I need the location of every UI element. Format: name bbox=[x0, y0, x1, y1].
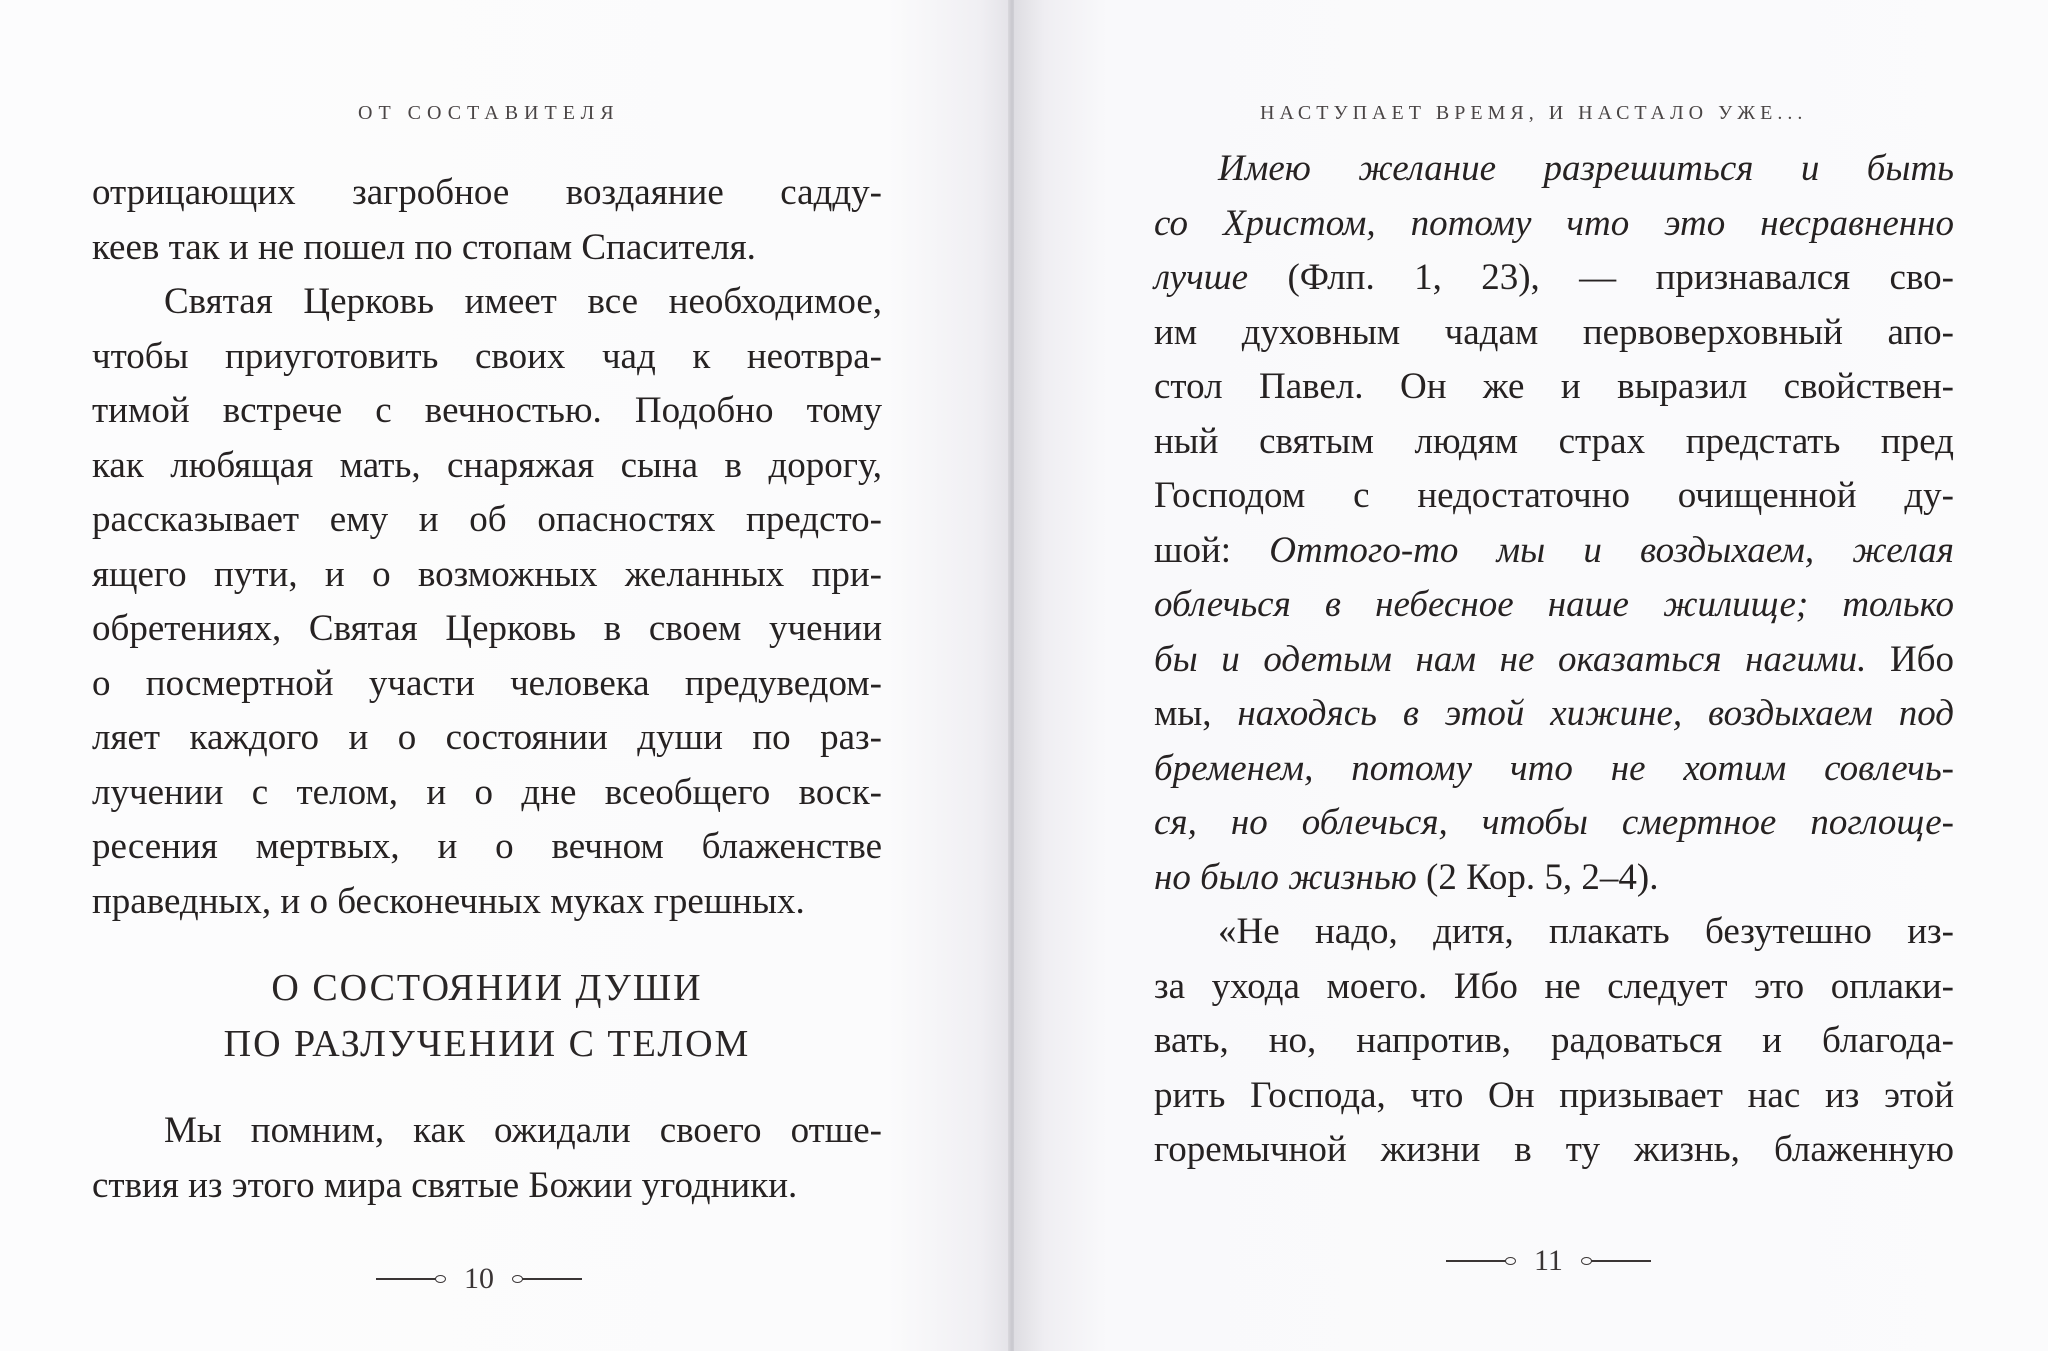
text-line: Мы помним, как ожидали своего отше- bbox=[164, 1110, 882, 1151]
text-line: ресения мертвых, и о вечном блаженстве bbox=[92, 826, 882, 867]
plain-run: шой: bbox=[1154, 529, 1270, 571]
text-line: Имею желание разрешиться и быть bbox=[1218, 148, 1954, 189]
text-line: «Не надо, дитя, плакать безутешно из- bbox=[1218, 911, 1954, 952]
text-line bbox=[1154, 524, 1954, 579]
section-heading bbox=[92, 960, 882, 1072]
heading-line: ПО РАЗЛУЧЕНИИ С ТЕЛОМ bbox=[223, 1023, 751, 1065]
text-line: стол Павел. Он же и выразил свойствен- bbox=[1154, 366, 1954, 407]
ornament-icon bbox=[376, 1273, 446, 1285]
text-line: о посмертной участи человека предуведом- bbox=[92, 662, 882, 704]
body-text-continued bbox=[92, 1104, 882, 1213]
text-line: обретениях, Святая Церковь в своем учении bbox=[92, 608, 882, 649]
text-line: ся, но облечься, чтобы смертное поглоще- bbox=[1154, 802, 1954, 843]
text-line: ляет каждого и о состоянии души по раз- bbox=[92, 717, 882, 758]
ornament-icon bbox=[1581, 1255, 1651, 1267]
plain-run: Ибо bbox=[1866, 638, 1954, 680]
text-line: горемычной жизни в ту жизнь, блаженную bbox=[1154, 1129, 1954, 1170]
plain-run: мы, bbox=[1154, 693, 1238, 734]
text-line: со Христом, потому что это несравненно bbox=[1154, 202, 1954, 244]
text-line: бременем, потому что не хотим совлечь- bbox=[1154, 747, 1954, 789]
text-line: лучении с телом, и о дне всеобщего воск- bbox=[92, 771, 882, 813]
text-line: отрицающих загробное воздаяние садду- bbox=[92, 172, 882, 213]
heading-line: О СОСТОЯНИИ ДУШИ bbox=[271, 967, 703, 1009]
text-line: Господом с недостаточно очищенной ду- bbox=[1154, 475, 1954, 516]
italic-run: лучше bbox=[1154, 257, 1249, 298]
text-line: тимой встрече с вечностью. Подобно тому bbox=[92, 390, 882, 431]
text-line: чтобы приуготовить своих чад к неотвра- bbox=[92, 335, 882, 377]
ornament-icon bbox=[1446, 1255, 1516, 1267]
text-line: за ухода моего. Ибо не следует это оплаки- bbox=[1154, 965, 1954, 1007]
running-head: НАСТУПАЕТ ВРЕМЯ, И НАСТАЛО УЖЕ... bbox=[1260, 102, 1808, 124]
plain-run: (2 Кор. 5, 2–4). bbox=[1416, 856, 1659, 898]
page-number-value: 10 bbox=[464, 1262, 494, 1295]
body-text bbox=[92, 166, 882, 929]
italic-run: Оттого-то мы и воздыхаем, желая bbox=[1269, 529, 1954, 571]
body-text bbox=[1154, 142, 1954, 1178]
text-line: Святая Церковь имеет все необходимое, bbox=[164, 281, 882, 322]
text-line: праведных, и о бесконечных муках грешных. bbox=[92, 880, 805, 922]
text-line: рить Господа, что Он призывает нас из этой bbox=[1154, 1074, 1954, 1116]
right-page bbox=[1014, 0, 2048, 1351]
text-line: им духовным чадам первоверховный апо- bbox=[1154, 311, 1954, 353]
italic-run: находясь в этой хижине, воздыхаем под bbox=[1237, 693, 1954, 734]
page-number bbox=[376, 1262, 582, 1296]
text-line: ный святым людям страх предстать пред bbox=[1154, 420, 1954, 462]
left-page bbox=[0, 0, 1010, 1351]
text-line: облечься в небесное наше жилище; только bbox=[1154, 584, 1954, 625]
ornament-icon bbox=[512, 1273, 582, 1285]
text-line: как любящая мать, снаряжая сына в дорогу, bbox=[92, 444, 882, 486]
plain-run: (Флп. 1, 23), — признавался сво- bbox=[1248, 257, 1954, 298]
text-line: рассказывает ему и об опасностях предсто- bbox=[92, 499, 882, 540]
running-head: ОТ СОСТАВИТЕЛЯ bbox=[358, 102, 620, 124]
italic-run: но было жизнью bbox=[1154, 856, 1417, 898]
text-line: ящего пути, и о возможных желанных при- bbox=[92, 553, 882, 595]
text-line bbox=[1154, 633, 1954, 688]
text-line bbox=[1154, 851, 1954, 906]
text-line bbox=[1154, 687, 1954, 742]
text-line: кеев так и не пошел по стопам Спасителя. bbox=[92, 226, 756, 268]
text-line bbox=[1154, 251, 1954, 306]
italic-run: бы и одетым нам не оказаться нагими. bbox=[1154, 638, 1867, 680]
text-line: ствия из этого мира святые Божии угодники. bbox=[92, 1164, 798, 1206]
page-number-value: 11 bbox=[1534, 1244, 1563, 1277]
page-number bbox=[1446, 1244, 1651, 1278]
text-line: вать, но, напротив, радоваться и благода- bbox=[1154, 1020, 1954, 1061]
